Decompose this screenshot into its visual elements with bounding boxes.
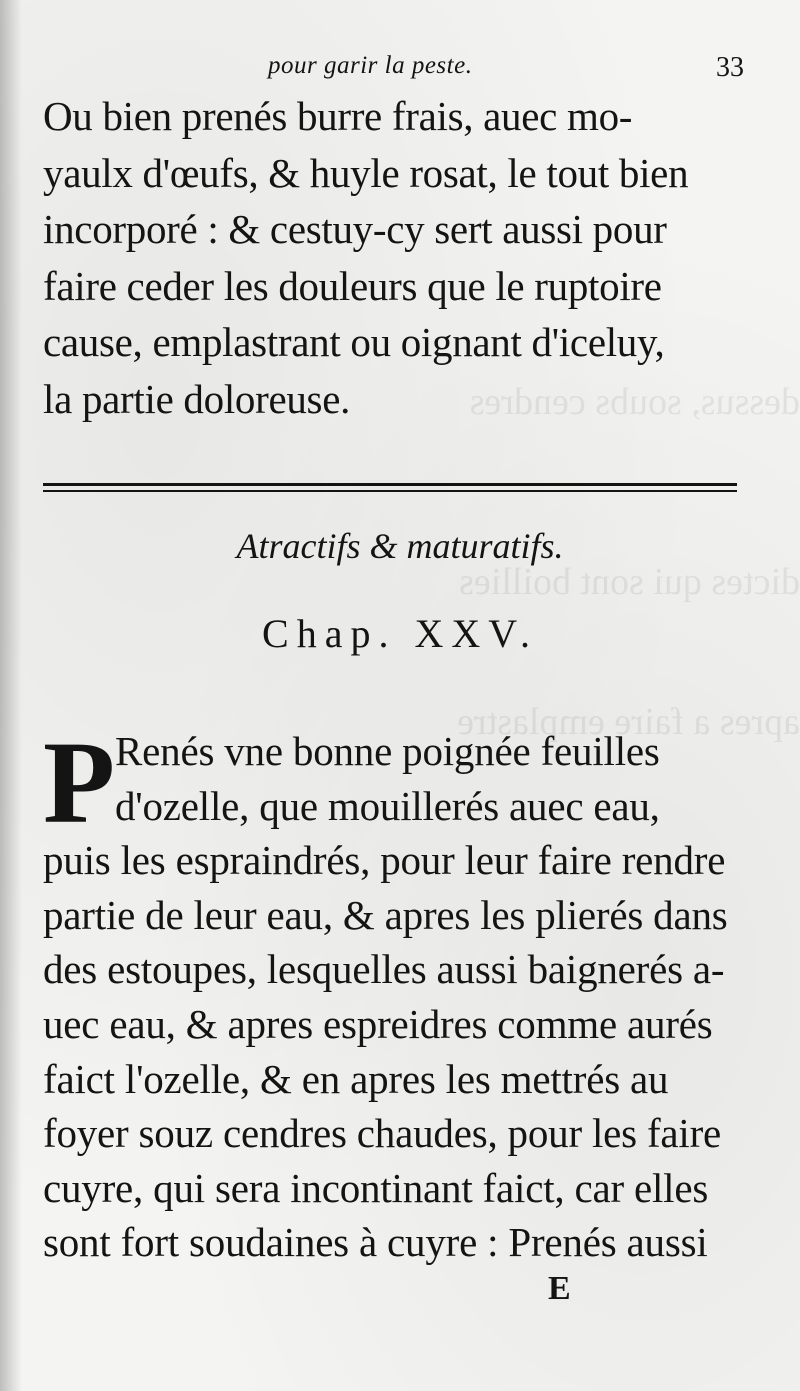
text-line: des estoupes, lesquelles aussi baignerés a- (43, 946, 725, 993)
text-line: uec eau, & apres espreidres comme aurés (43, 1000, 713, 1047)
text-line: Renés vne bonne poignée feuilles (115, 728, 660, 774)
text-line: yaulx d'œufs, & huyle rosat, le tout bien (43, 149, 689, 196)
text-line: puis les espraindrés, pour leur faire rendre (43, 837, 726, 884)
chapter-heading: Chap. XXV. (262, 611, 538, 656)
text-line: Ou bien prenés burre frais, auec mo- (43, 93, 633, 139)
page-number: 33 (716, 52, 744, 83)
running-head: pour garir la peste. (268, 52, 473, 79)
show-through: dictes qui sont boillies (459, 561, 800, 603)
section-heading: Atractifs & maturatifs. (236, 526, 564, 566)
gutter-shadow (0, 0, 22, 1391)
drop-cap: P (43, 717, 116, 848)
section-rule (43, 490, 737, 492)
paragraph-1 (43, 88, 743, 427)
text-line: partie de leur eau, & apres les plierés dans (43, 891, 728, 938)
text-line: cuyre, qui sera incontinant faict, car elles (43, 1164, 709, 1211)
signature-mark: E (548, 1270, 571, 1307)
text-line: d'ozelle, que mouillerés auec eau, (115, 782, 660, 829)
show-through: dessus, soubs cendres (469, 381, 800, 423)
text-line: la partie doloreuse. (43, 375, 351, 422)
text-line: incorporé : & cestuy-cy sert aussi pour (43, 206, 667, 252)
show-through: apres a faire emplastre (457, 701, 800, 743)
text-line: cause, emplastrant ou oignant d'iceluy, (43, 319, 665, 365)
text-line: sont fort soudaines à cuyre : Prenés aussi (43, 1219, 708, 1266)
text-line: foyer souz cendres chaudes, pour les faire (43, 1110, 722, 1157)
text-line: faire ceder les douleurs que le ruptoire (43, 262, 662, 309)
section-rule (43, 483, 737, 486)
text-line: faict l'ozelle, & en apres les mettrés au (43, 1055, 669, 1102)
